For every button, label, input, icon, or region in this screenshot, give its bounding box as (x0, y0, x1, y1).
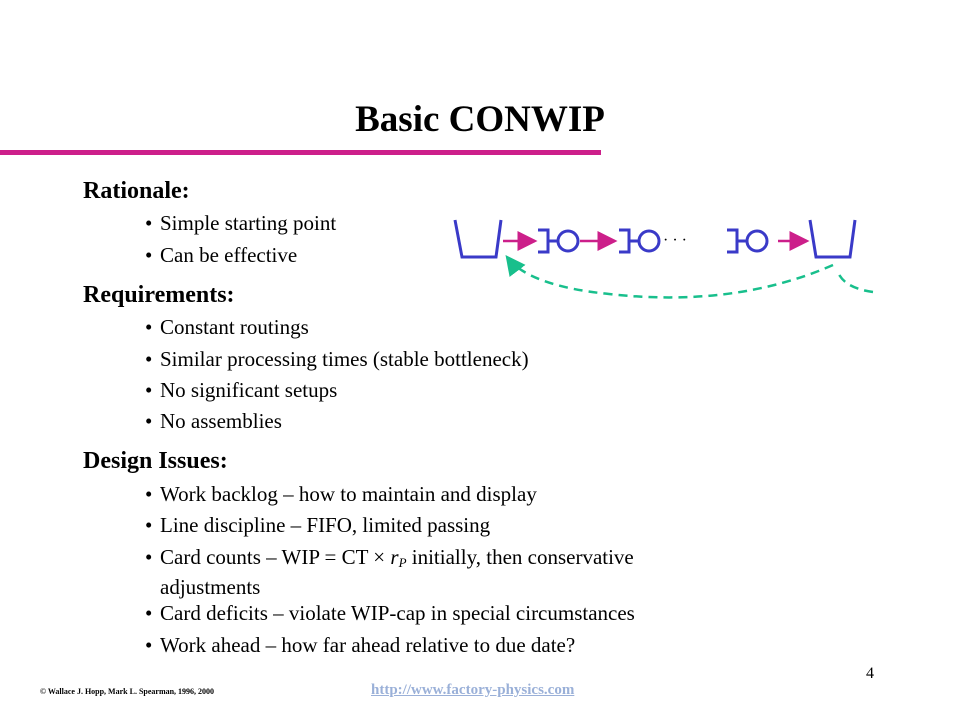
bullet-item: • Work backlog – how to maintain and display (145, 482, 537, 506)
title-underline (0, 150, 601, 155)
heading-design-issues: Design Issues: (83, 448, 228, 474)
station-icon (727, 230, 767, 252)
buffer-icon (455, 220, 501, 257)
station-icon (619, 230, 659, 252)
bullet-item: • Simple starting point (145, 211, 337, 235)
bullet-item: • Constant routings (145, 315, 309, 339)
slide-title: Basic CONWIP (355, 99, 605, 140)
ellipsis-text: · · · (663, 232, 687, 249)
bullet-item: • Similar processing times (stable bottleneck) (145, 347, 529, 371)
bullet-item: • Can be effective (145, 243, 298, 267)
copyright-text: © Wallace J. Hopp, Mark L. Spearman, 1996, 2000 (40, 687, 215, 696)
station-icon (538, 230, 578, 252)
buffer-icon (810, 220, 855, 257)
heading-requirements: Requirements: (83, 282, 235, 308)
bullet-item: • Card counts – WIP = CT × $r_P$ initially, then conservative adjustments (145, 545, 634, 599)
card-exit-line (837, 270, 873, 292)
page-number: 4 (866, 665, 874, 682)
card-return-loop (507, 257, 833, 297)
bullet-item: • No assemblies (145, 409, 282, 433)
bullet-item: • Card deficits – violate WIP-cap in special circumstances (145, 601, 635, 625)
bullet-item: • Work ahead – how far ahead relative to due date? (145, 633, 576, 657)
bullet-item: • No significant setups (145, 378, 338, 402)
bullet-item: • Line discipline – FIFO, limited passing (145, 513, 491, 537)
footer-link[interactable]: http://www.factory-physics.com (371, 682, 575, 698)
conwip-diagram (445, 210, 885, 300)
heading-rationale: Rationale: (83, 178, 190, 204)
